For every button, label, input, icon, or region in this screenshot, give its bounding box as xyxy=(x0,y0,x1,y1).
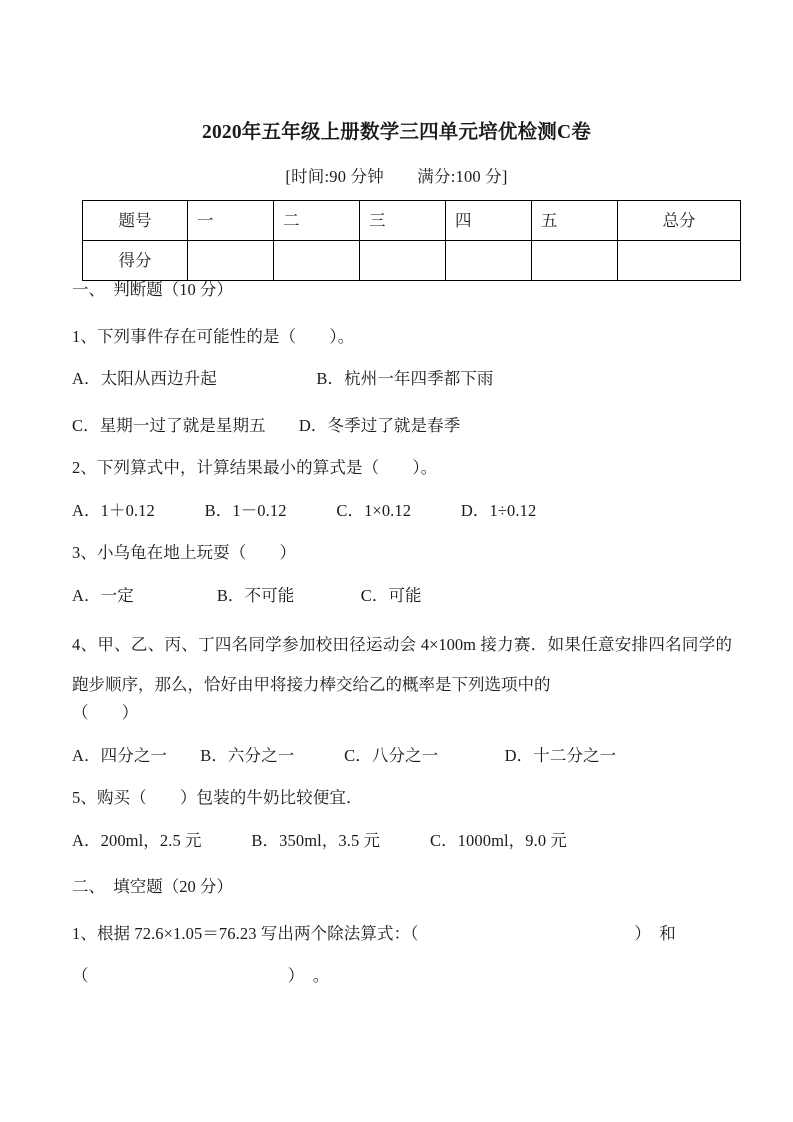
question-1-stem: 1、下列事件存在可能性的是（ ）。 xyxy=(72,326,355,346)
header-cell-total: 总分 xyxy=(618,201,741,241)
question-5-stem: 5、购买（ ）包装的牛奶比较便宜． xyxy=(72,788,363,807)
score-cell-5[interactable] xyxy=(532,241,618,281)
row-label-score: 得分 xyxy=(83,241,188,281)
question-2-stem: 2、下列算式中，计算结果最小的算式是（ ）。 xyxy=(72,458,438,477)
question-2-options[interactable]: A．1＋0.12 B．1－0.12 C．1×0.12 D．1÷0.12 xyxy=(72,500,537,520)
score-cell-1[interactable] xyxy=(188,241,274,281)
question-1-options-cd[interactable]: C．星期一过了就是星期五 D．冬季过了就是春季 xyxy=(72,415,461,435)
score-cell-2[interactable] xyxy=(274,241,360,281)
table-row xyxy=(83,241,741,281)
header-cell-1: 一 xyxy=(188,201,274,241)
score-cell-4[interactable] xyxy=(446,241,532,281)
header-cell-3: 三 xyxy=(360,201,446,241)
table-row xyxy=(83,201,741,241)
header-cell-2: 二 xyxy=(274,201,360,241)
score-cell-total[interactable] xyxy=(618,241,741,281)
question-5-options[interactable]: A．200ml，2.5 元 B．350ml，3.5 元 C．1000ml，9.0 元 xyxy=(72,830,568,850)
exam-meta-subtitle: [时间:90 分钟 满分:100 分] xyxy=(285,167,508,186)
question-4-stem-answer-blank[interactable]: （ ） xyxy=(72,703,139,722)
score-cell-3[interactable] xyxy=(360,241,446,281)
exam-body xyxy=(72,282,732,985)
row-label-question-number: 题号 xyxy=(83,201,188,241)
header-cell-4: 四 xyxy=(446,201,532,241)
fill-question-1-stem[interactable]: 1、根据 72.6×1.05＝76.23 写出两个除法算式：（ ） 和 xyxy=(72,923,676,943)
question-1-options-ab[interactable]: A．太阳从西边升起 B．杭州一年四季都下雨 xyxy=(72,369,494,388)
question-4-stem: 4、甲、乙、丙、丁四名同学参加校田径运动会 4×100m 接力赛．如果任意安排四名同学的跑步顺序，那么，恰好由甲将接力棒交给乙的概率是下列选项中的 xyxy=(72,635,732,694)
header-cell-5: 五 xyxy=(532,201,618,241)
section-heading-fill-in-blank: 二、 填空题（20 分） xyxy=(72,877,233,896)
page-title: 2020年五年级上册数学三四单元培优检测C卷 xyxy=(202,122,591,143)
question-3-stem: 3、小乌龟在地上玩耍（ ） xyxy=(72,543,297,562)
score-table-container xyxy=(82,200,696,281)
section-heading-judgement: 一、 判断题（10 分） xyxy=(72,280,233,299)
question-4-options[interactable]: A．四分之一 B．六分之一 C．八分之一 D．十二分之一 xyxy=(72,745,617,765)
score-table xyxy=(82,200,741,281)
question-3-options[interactable]: A．一定 B．不可能 C．可能 xyxy=(72,585,422,605)
fill-question-1-blank-2[interactable]: （ ） 。 xyxy=(72,966,330,985)
